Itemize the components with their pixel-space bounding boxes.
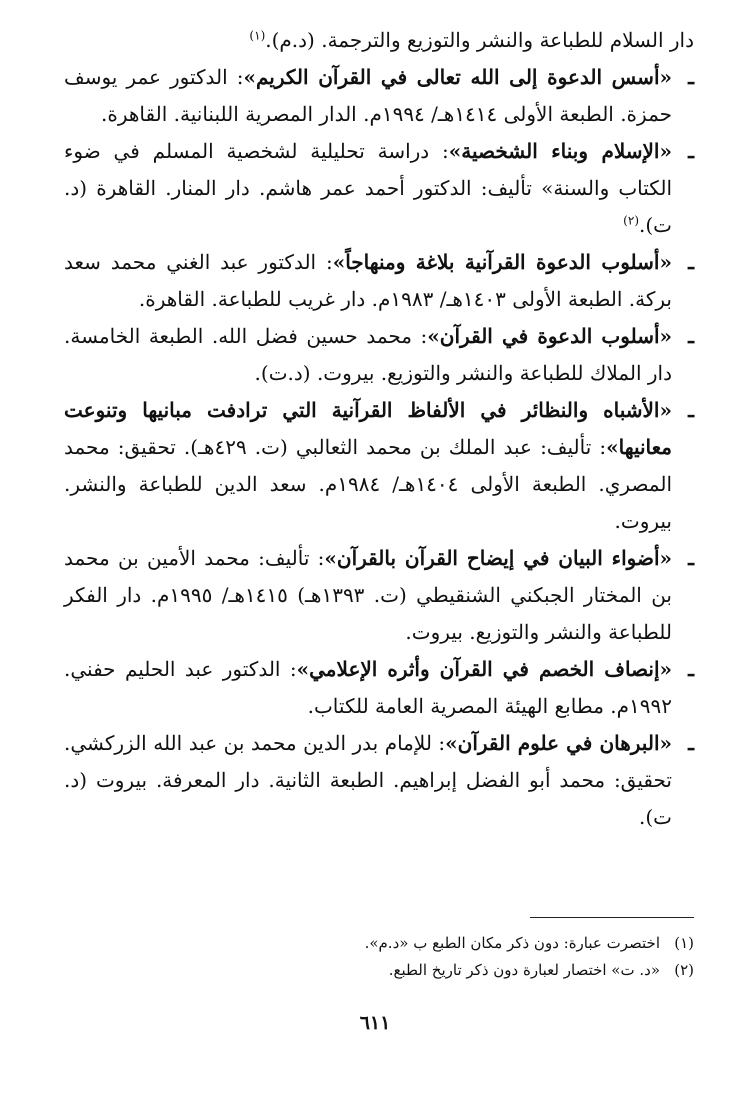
entry-dash: ـ xyxy=(688,139,694,163)
bibliography-entry xyxy=(64,540,694,651)
entry-title: «الأشباه والنظائر في الألفاظ القرآنية التي ترادفت مبانيها وتنوعت معانيها» xyxy=(64,398,672,459)
entry-dash: ـ xyxy=(688,324,694,348)
footnote-ref-1: (١) xyxy=(249,28,266,43)
bibliography-body xyxy=(64,22,694,836)
entry-dash: ـ xyxy=(688,398,694,422)
page-number: ٦١١ xyxy=(359,1012,391,1034)
entry-body: : محمد حسين فضل الله. الطبعة الخامسة. دار الملاك للطباعة والنشر والتوزيع. بيروت. (د.ت). xyxy=(64,324,672,385)
footnote-item xyxy=(134,930,694,957)
footnote-text: «د. ت» اختصار لعبارة دون ذكر تاريخ الطبع. xyxy=(388,961,660,979)
entry-title: «أسلوب الدعوة القرآنية بلاغة ومنهاجاً» xyxy=(332,250,672,274)
footnotes xyxy=(134,930,694,984)
bibliography-entry xyxy=(64,59,694,133)
bibliography-entry xyxy=(64,133,694,244)
footnote-text: اختصرت عبارة: دون ذكر مكان الطبع ب «د.م». xyxy=(364,934,660,952)
bibliography-entry xyxy=(64,392,694,540)
entry-title: «إنصاف الخصم في القرآن وأثره الإعلامي» xyxy=(296,657,673,681)
entry-title: «البرهان في علوم القرآن» xyxy=(445,731,672,755)
entry-dash: ـ xyxy=(688,250,694,274)
entry-body: : الدكتور عمر يوسف حمزة. الطبعة الأولى ١٤١٤هـ/ ١٩٩٤م. الدار المصرية اللبنانية. القاهرة. xyxy=(64,65,672,126)
entry-body: : تأليف: عبد الملك بن محمد الثعالبي (ت. ٤٢٩هـ). تحقيق: محمد المصري. الطبعة الأولى ١٤٠٤هـ/ ١٩٨٤م. سعد الدين للطباعة والنشر. بيروت. xyxy=(64,435,672,533)
entry-body: : للإمام بدر الدين محمد بن عبد الله الزركشي. تحقيق: محمد أبو الفضل إبراهيم. الطبعة الثانية. دار المعرفة. بيروت (د. ت). xyxy=(64,731,672,829)
entry-dash: ـ xyxy=(688,731,694,755)
bibliography-entry xyxy=(64,244,694,318)
entry-dash: ـ xyxy=(688,657,694,681)
bibliography-entry xyxy=(64,318,694,392)
footnote-ref-2: (٢) xyxy=(623,213,639,228)
entry-title: «أضواء البيان في إيضاح القرآن بالقرآن» xyxy=(324,546,672,570)
footnote-item xyxy=(134,957,694,984)
continuation-line xyxy=(64,22,694,59)
continuation-text: دار السلام للطباعة والنشر والتوزيع والترجمة. (د.م). xyxy=(265,28,694,52)
entry-title: «الإسلام وبناء الشخصية» xyxy=(448,139,672,163)
footnote-number: (٢) xyxy=(674,961,694,979)
bibliography-entry xyxy=(64,725,694,836)
footnote-separator xyxy=(530,917,694,918)
entry-dash: ـ xyxy=(688,65,694,89)
entry-body: : الدكتور عبد الحليم حفني. ١٩٩٢م. مطابع الهيئة المصرية العامة للكتاب. xyxy=(64,657,672,718)
entry-body: : تأليف: محمد الأمين بن محمد بن المختار الجبكني الشنقيطي (ت. ١٣٩٣هـ) ١٤١٥هـ/ ١٩٩٥م. دار الفكر للطباعة والنشر والتوزيع. بيروت. xyxy=(64,546,672,644)
footnote-number: (١) xyxy=(674,934,694,952)
entry-body: : دراسة تحليلية لشخصية المسلم في ضوء الكتاب والسنة» تأليف: الدكتور أحمد عمر هاشم. دار المنار. القاهرة (د. ت). xyxy=(64,139,672,237)
entry-body: : الدكتور عبد الغني محمد سعد بركة. الطبعة الأولى ١٤٠٣هـ/ ١٩٨٣م. دار غريب للطباعة. القاهرة. xyxy=(64,250,672,311)
bibliography-entry xyxy=(64,651,694,725)
entry-dash: ـ xyxy=(688,546,694,570)
entry-title: «أسس الدعوة إلى الله تعالى في القرآن الكريم» xyxy=(243,65,672,89)
entry-title: «أسلوب الدعوة في القرآن» xyxy=(427,324,673,348)
